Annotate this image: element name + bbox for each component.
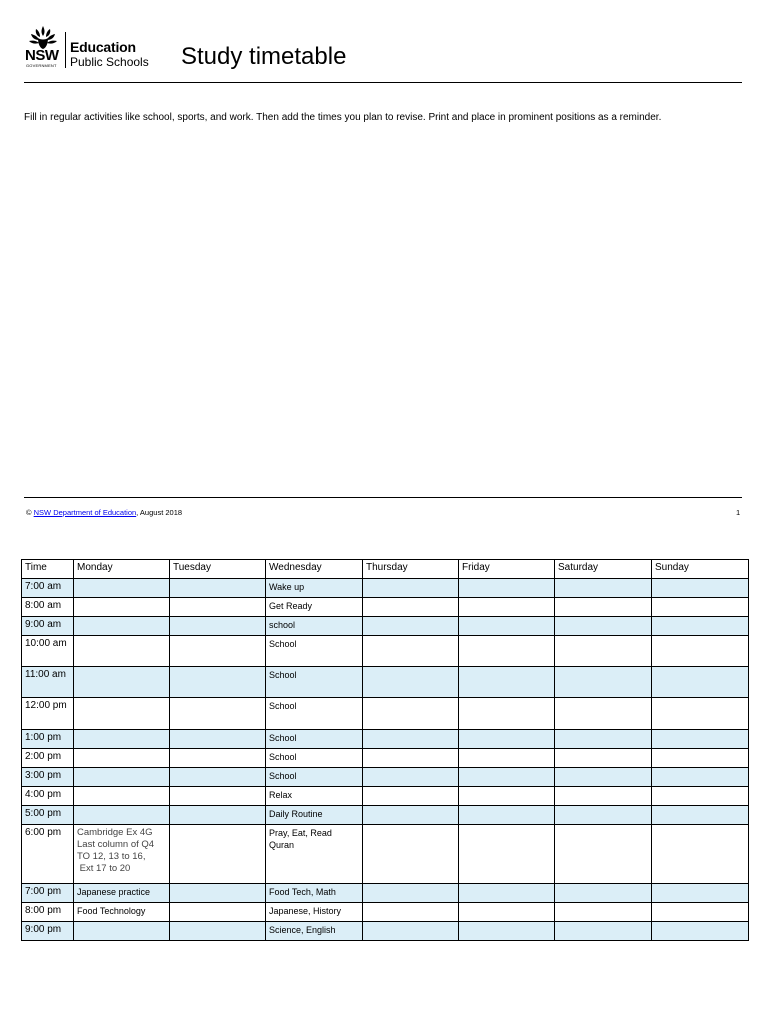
timetable-cell-sunday[interactable] (652, 667, 749, 698)
timetable-cell-wednesday[interactable]: School (266, 667, 363, 698)
timetable-cell-thursday[interactable] (363, 749, 459, 768)
table-row (22, 579, 749, 598)
timetable-header-row (22, 560, 749, 579)
timetable-cell-friday[interactable] (459, 698, 555, 730)
time-cell: 5:00 pm (22, 806, 74, 825)
table-row (22, 806, 749, 825)
table-row (22, 667, 749, 698)
timetable-cell-sunday[interactable] (652, 617, 749, 636)
timetable-cell-monday[interactable] (74, 579, 170, 598)
timetable-cell-monday[interactable] (74, 617, 170, 636)
table-row (22, 698, 749, 730)
timetable-cell-wednesday[interactable]: Get Ready (266, 598, 363, 617)
timetable-cell-sunday[interactable] (652, 806, 749, 825)
timetable-cell-thursday[interactable] (363, 667, 459, 698)
timetable-cell-thursday[interactable] (363, 730, 459, 749)
timetable-cell-saturday[interactable] (555, 636, 652, 667)
page-header (24, 22, 742, 82)
timetable-cell-friday[interactable] (459, 768, 555, 787)
timetable-cell-thursday[interactable] (363, 787, 459, 806)
government-logo-text: GOVERNMENT (26, 63, 57, 68)
timetable-cell-saturday[interactable] (555, 730, 652, 749)
table-row (22, 825, 749, 884)
timetable-cell-wednesday[interactable]: Science, English (266, 922, 363, 941)
timetable-cell-saturday[interactable] (555, 884, 652, 903)
timetable-cell-thursday[interactable] (363, 825, 459, 884)
logo-subtitle: Public Schools (70, 55, 149, 69)
timetable-cell-friday[interactable] (459, 730, 555, 749)
timetable-cell-thursday[interactable] (363, 598, 459, 617)
timetable-cell-monday[interactable] (74, 667, 170, 698)
timetable-cell-friday[interactable] (459, 617, 555, 636)
logo-divider (65, 32, 66, 68)
timetable-cell-tuesday[interactable] (170, 698, 266, 730)
nsw-education-logo (24, 22, 184, 72)
timetable-body (22, 579, 749, 941)
timetable-cell-friday[interactable] (459, 636, 555, 667)
table-row (22, 730, 749, 749)
table-row (22, 768, 749, 787)
timetable-cell-tuesday[interactable] (170, 749, 266, 768)
timetable-cell-monday[interactable]: Japanese practice (74, 884, 170, 903)
timetable-cell-tuesday[interactable] (170, 787, 266, 806)
timetable-cell-wednesday[interactable]: Pray, Eat, Read Quran (266, 825, 363, 884)
table-row (22, 787, 749, 806)
table-row (22, 636, 749, 667)
study-timetable (21, 559, 749, 941)
timetable-cell-wednesday[interactable]: School (266, 768, 363, 787)
timetable-cell-monday[interactable] (74, 787, 170, 806)
nsw-logo-text: NSW (25, 47, 59, 64)
time-cell: 4:00 pm (22, 787, 74, 806)
timetable-cell-saturday[interactable] (555, 667, 652, 698)
timetable-cell-saturday[interactable] (555, 598, 652, 617)
timetable-cell-monday[interactable]: Cambridge Ex 4G Last column of Q4 TO 12, 13 to 16, Ext 17 to 20 (74, 825, 170, 884)
copyright-symbol: © (26, 508, 32, 517)
timetable-cell-friday[interactable] (459, 806, 555, 825)
timetable-cell-sunday[interactable] (652, 698, 749, 730)
timetable-cell-friday[interactable] (459, 922, 555, 941)
timetable-cell-tuesday[interactable] (170, 922, 266, 941)
timetable-cell-saturday[interactable] (555, 825, 652, 884)
timetable-cell-tuesday[interactable] (170, 730, 266, 749)
column-header-friday: Friday (459, 560, 555, 579)
column-header-wednesday: Wednesday (266, 560, 363, 579)
timetable-cell-friday[interactable] (459, 825, 555, 884)
timetable-cell-wednesday[interactable]: School (266, 730, 363, 749)
logo-department: Education (70, 39, 136, 55)
timetable-cell-tuesday[interactable] (170, 667, 266, 698)
timetable-cell-wednesday[interactable]: Japanese, History (266, 903, 363, 922)
time-cell: 11:00 am (22, 667, 74, 698)
table-row (22, 617, 749, 636)
timetable-cell-sunday[interactable] (652, 730, 749, 749)
timetable-cell-wednesday[interactable]: School (266, 749, 363, 768)
timetable-cell-tuesday[interactable] (170, 617, 266, 636)
page-number: 1 (736, 508, 741, 517)
time-cell: 7:00 pm (22, 884, 74, 903)
time-cell: 12:00 pm (22, 698, 74, 730)
timetable-cell-thursday[interactable] (363, 806, 459, 825)
footer-date: , August 2018 (136, 508, 183, 517)
timetable-cell-tuesday[interactable] (170, 806, 266, 825)
timetable-cell-saturday[interactable] (555, 617, 652, 636)
timetable-cell-tuesday[interactable] (170, 884, 266, 903)
timetable-cell-friday[interactable] (459, 579, 555, 598)
timetable-cell-wednesday[interactable]: Daily Routine (266, 806, 363, 825)
time-cell: 10:00 am (22, 636, 74, 667)
timetable-cell-sunday[interactable] (652, 922, 749, 941)
time-cell: 7:00 am (22, 579, 74, 598)
time-cell: 8:00 pm (22, 903, 74, 922)
timetable-cell-monday[interactable] (74, 749, 170, 768)
timetable-cell-friday[interactable] (459, 598, 555, 617)
footer-rule (24, 497, 742, 498)
header-rule (24, 82, 742, 83)
timetable-cell-wednesday[interactable]: Wake up (266, 579, 363, 598)
timetable-cell-thursday[interactable] (363, 903, 459, 922)
timetable-cell-friday[interactable] (459, 787, 555, 806)
table-row (22, 749, 749, 768)
instructions-text: Fill in regular activities like school, sports, and work. Then add the times you plan to revise. Print and place in prominent positions as a reminder. (24, 112, 662, 123)
timetable-cell-sunday[interactable] (652, 768, 749, 787)
timetable-cell-thursday[interactable] (363, 636, 459, 667)
timetable-cell-sunday[interactable] (652, 749, 749, 768)
time-cell: 2:00 pm (22, 749, 74, 768)
timetable-cell-saturday[interactable] (555, 698, 652, 730)
timetable-cell-saturday[interactable] (555, 768, 652, 787)
timetable-cell-monday[interactable] (74, 806, 170, 825)
timetable-cell-sunday[interactable] (652, 579, 749, 598)
timetable-cell-thursday[interactable] (363, 884, 459, 903)
timetable-cell-saturday[interactable] (555, 787, 652, 806)
timetable-cell-saturday[interactable] (555, 903, 652, 922)
timetable-cell-thursday[interactable] (363, 922, 459, 941)
timetable-cell-sunday[interactable] (652, 884, 749, 903)
column-header-saturday: Saturday (555, 560, 652, 579)
time-cell: 3:00 pm (22, 768, 74, 787)
timetable-cell-sunday[interactable] (652, 825, 749, 884)
time-cell: 8:00 am (22, 598, 74, 617)
timetable-cell-thursday[interactable] (363, 617, 459, 636)
timetable-cell-wednesday[interactable]: School (266, 698, 363, 730)
timetable-cell-monday[interactable]: Food Technology (74, 903, 170, 922)
timetable-cell-wednesday[interactable]: Food Tech, Math (266, 884, 363, 903)
time-cell: 6:00 pm (22, 825, 74, 884)
timetable-cell-tuesday[interactable] (170, 825, 266, 884)
page-title: Study timetable (181, 43, 347, 70)
timetable-cell-saturday[interactable] (555, 922, 652, 941)
column-header-sunday: Sunday (652, 560, 749, 579)
table-row (22, 598, 749, 617)
column-header-time: Time (22, 560, 74, 579)
timetable-cell-friday[interactable] (459, 884, 555, 903)
timetable-cell-monday[interactable] (74, 598, 170, 617)
timetable-cell-wednesday[interactable]: Relax (266, 787, 363, 806)
timetable-cell-thursday[interactable] (363, 698, 459, 730)
timetable-cell-thursday[interactable] (363, 579, 459, 598)
timetable-cell-monday[interactable] (74, 636, 170, 667)
timetable-cell-monday[interactable] (74, 698, 170, 730)
column-header-tuesday: Tuesday (170, 560, 266, 579)
timetable-cell-sunday[interactable] (652, 903, 749, 922)
timetable-cell-saturday[interactable] (555, 749, 652, 768)
time-cell: 9:00 am (22, 617, 74, 636)
timetable-cell-thursday[interactable] (363, 768, 459, 787)
column-header-thursday: Thursday (363, 560, 459, 579)
timetable-cell-tuesday[interactable] (170, 636, 266, 667)
table-row (22, 903, 749, 922)
timetable-cell-friday[interactable] (459, 903, 555, 922)
timetable-cell-wednesday[interactable]: School (266, 636, 363, 667)
timetable-cell-monday[interactable] (74, 768, 170, 787)
timetable-cell-saturday[interactable] (555, 579, 652, 598)
department-link[interactable]: NSW Department of Education (33, 508, 137, 517)
table-row (22, 922, 749, 941)
page-footer (26, 508, 182, 518)
time-cell: 9:00 pm (22, 922, 74, 941)
timetable-cell-sunday[interactable] (652, 787, 749, 806)
timetable-cell-monday[interactable] (74, 922, 170, 941)
column-header-monday: Monday (74, 560, 170, 579)
timetable-cell-tuesday[interactable] (170, 768, 266, 787)
timetable-cell-monday[interactable] (74, 730, 170, 749)
timetable-cell-friday[interactable] (459, 667, 555, 698)
timetable-cell-wednesday[interactable]: school (266, 617, 363, 636)
timetable-cell-tuesday[interactable] (170, 579, 266, 598)
time-cell: 1:00 pm (22, 730, 74, 749)
timetable-cell-sunday[interactable] (652, 636, 749, 667)
timetable-cell-saturday[interactable] (555, 806, 652, 825)
timetable-cell-friday[interactable] (459, 749, 555, 768)
timetable-cell-tuesday[interactable] (170, 598, 266, 617)
timetable-cell-sunday[interactable] (652, 598, 749, 617)
timetable-cell-tuesday[interactable] (170, 903, 266, 922)
table-row (22, 884, 749, 903)
